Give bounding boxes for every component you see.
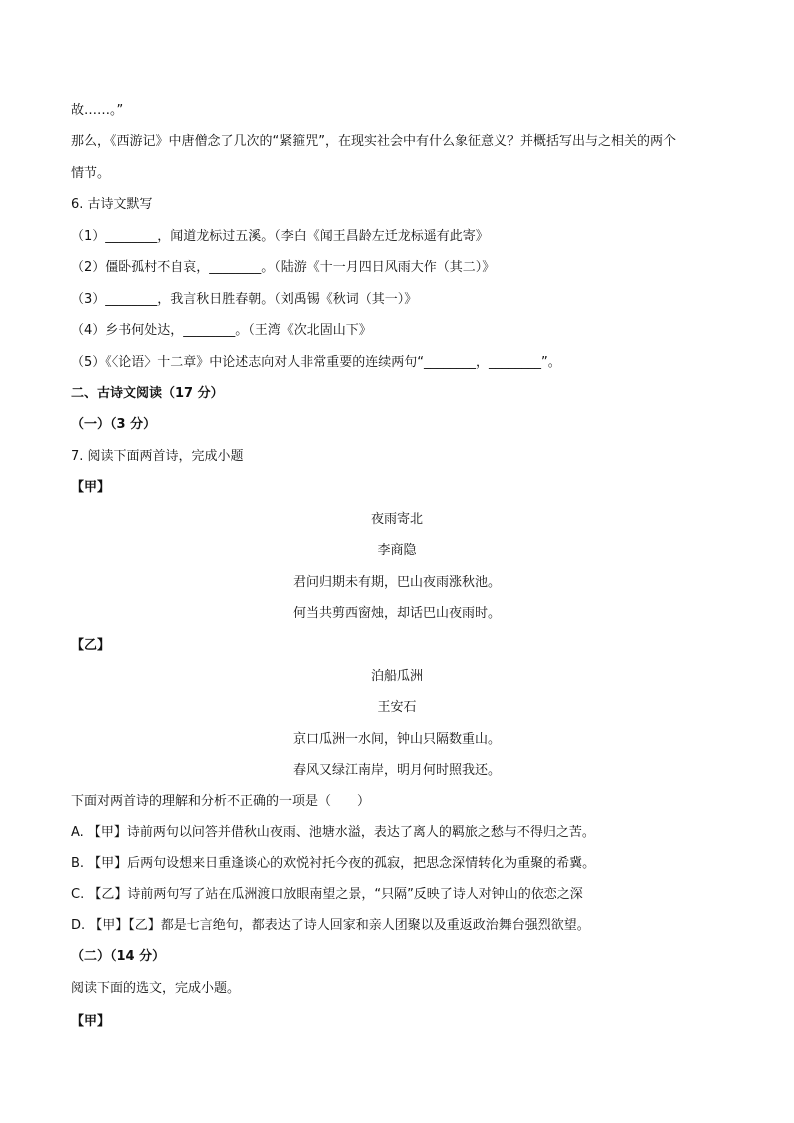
- recitation-item-4: （4）乡书何处达，________。（王湾《次北固山下》: [71, 323, 372, 338]
- text-line: 情节。: [71, 166, 111, 181]
- text-line: 那么，《西游记》中唐僧念了几次的“紧箍咒”，在现实社会中有什么象征意义？并概括写出与之相关的两个: [71, 134, 676, 149]
- question-stem: 下面对两首诗的理解和分析不正确的一项是（ ）: [71, 794, 371, 809]
- question-7-heading: 7. 阅读下面两首诗，完成小题: [71, 449, 244, 464]
- poem-1-author: 李商隐: [377, 543, 417, 558]
- subsection-2-heading: （二）（14 分）: [71, 949, 166, 964]
- poem-2-author: 王安石: [377, 700, 417, 715]
- poem-2-title: 泊船瓜洲: [370, 669, 423, 684]
- recitation-item-1: （1）________，闻道龙标过五溪。（李白《闻王昌龄左迁龙标遥有此寄》: [71, 229, 489, 244]
- text-line: 故……。”: [71, 103, 124, 118]
- poem-label-jia: 【甲】: [71, 480, 111, 495]
- passage-label-jia: 【甲】: [71, 1014, 111, 1029]
- option-d: D. 【甲】【乙】都是七言绝句，都表达了诗人回家和亲人团聚以及重返政治舞台强烈欲望。: [71, 918, 590, 933]
- poem-1-title: 夜雨寄北: [370, 512, 423, 527]
- section-2-heading: 二、古诗文阅读（17 分）: [71, 386, 224, 401]
- option-b: B. 【甲】后两句设想来日重逢谈心的欢悦衬托今夜的孤寂，把思念深情转化为重聚的希冀。: [71, 856, 596, 871]
- recitation-item-2: （2）僵卧孤村不自哀，________。（陆游《十一月四日风雨大作（其二）》: [71, 260, 496, 275]
- question-6-heading: 6. 古诗文默写: [71, 197, 153, 212]
- poem-1-line: 君问归期未有期，巴山夜雨涨秋池。: [292, 575, 501, 590]
- option-c: C. 【乙】诗前两句写了站在瓜洲渡口放眼南望之景，“只隔”反映了诗人对钟山的依恋之深: [71, 887, 583, 902]
- recitation-item-5: （5）《〈论语〉十二章》中论述志向对人非常重要的连续两句“________，________”。: [71, 355, 561, 370]
- recitation-item-3: （3）________，我言秋日胜春朝。（刘禹锡《秋词（其一）》: [71, 292, 418, 307]
- poem-1-line: 何当共剪西窗烛，却话巴山夜雨时。: [292, 606, 501, 621]
- poem-2-line: 春风又绿江南岸，明月何时照我还。: [292, 763, 501, 778]
- subsection-1-heading: （一）（3 分）: [71, 417, 157, 432]
- poem-label-yi: 【乙】: [71, 638, 111, 653]
- poem-2-line: 京口瓜洲一水间，钟山只隔数重山。: [292, 732, 501, 747]
- instruction-line: 阅读下面的选文，完成小题。: [71, 981, 241, 996]
- option-a: A. 【甲】诗前两句以问答并借秋山夜雨、池塘水溢，表达了离人的羁旅之愁与不得归之苦。: [71, 825, 595, 840]
